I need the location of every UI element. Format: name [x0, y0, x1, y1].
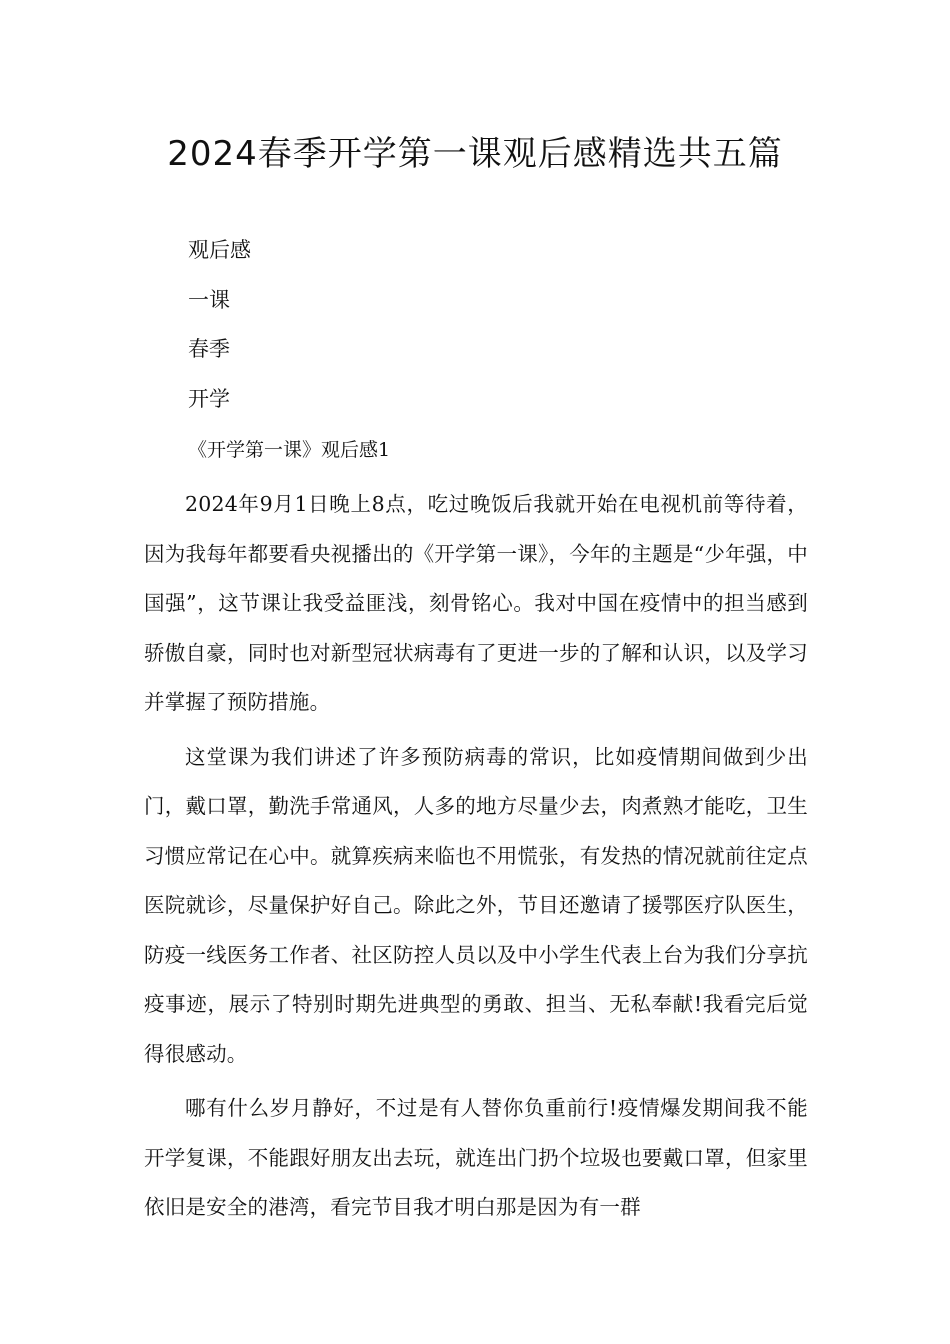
keyword-list [188, 230, 251, 428]
paragraph: 2024年9月1日晚上8点，吃过晚饭后我就开始在电视机前等待着，因为我每年都要看央视播出的《开学第一课》，今年的主题是“少年强，中国强”，这节课让我受益匪浅，刻骨铭心。我对中国在疫情中的担当感到骄傲自豪，同时也对新型冠状病毒有了更进一步的了解和认识，以及学习并掌握了预防措施。 [144, 492, 808, 714]
paragraph: 哪有什么岁月静好，不过是有人替你负重前行!疫情爆发期间我不能开学复课，不能跟好朋友出去玩，就连出门扔个垃圾也要戴口罩，但家里依旧是安全的港湾，看完节目我才明白那是因为有一群 [144, 1096, 808, 1219]
keyword-item: 观后感 [188, 238, 251, 262]
keyword-item: 一课 [188, 287, 230, 312]
keyword-item: 开学 [188, 386, 230, 411]
keyword-item: 春季 [188, 337, 230, 361]
article-body [144, 480, 808, 1238]
section-heading: 《开学第一课》观后感1 [188, 439, 391, 461]
paragraph: 这堂课为我们讲述了许多预防病毒的常识，比如疫情期间做到少出门，戴口罩，勤洗手常通风，人多的地方尽量少去，肉煮熟才能吃，卫生习惯应常记在心中。就算疾病来临也不用慌张，有发热的情况就前往定点医院就诊，尽量保护好自己。除此之外，节目还邀请了援鄂医疗队医生，防疫一线医务工作者、社区防控人员以及中小学生代表上台为我们分享抗疫事迹，展示了特别时期先进典型的勇敢、担当、无私奉献!我看完后觉得很感动。 [144, 744, 808, 1066]
document-title: 2024春季开学第一课观后感精选共五篇 [167, 134, 783, 174]
